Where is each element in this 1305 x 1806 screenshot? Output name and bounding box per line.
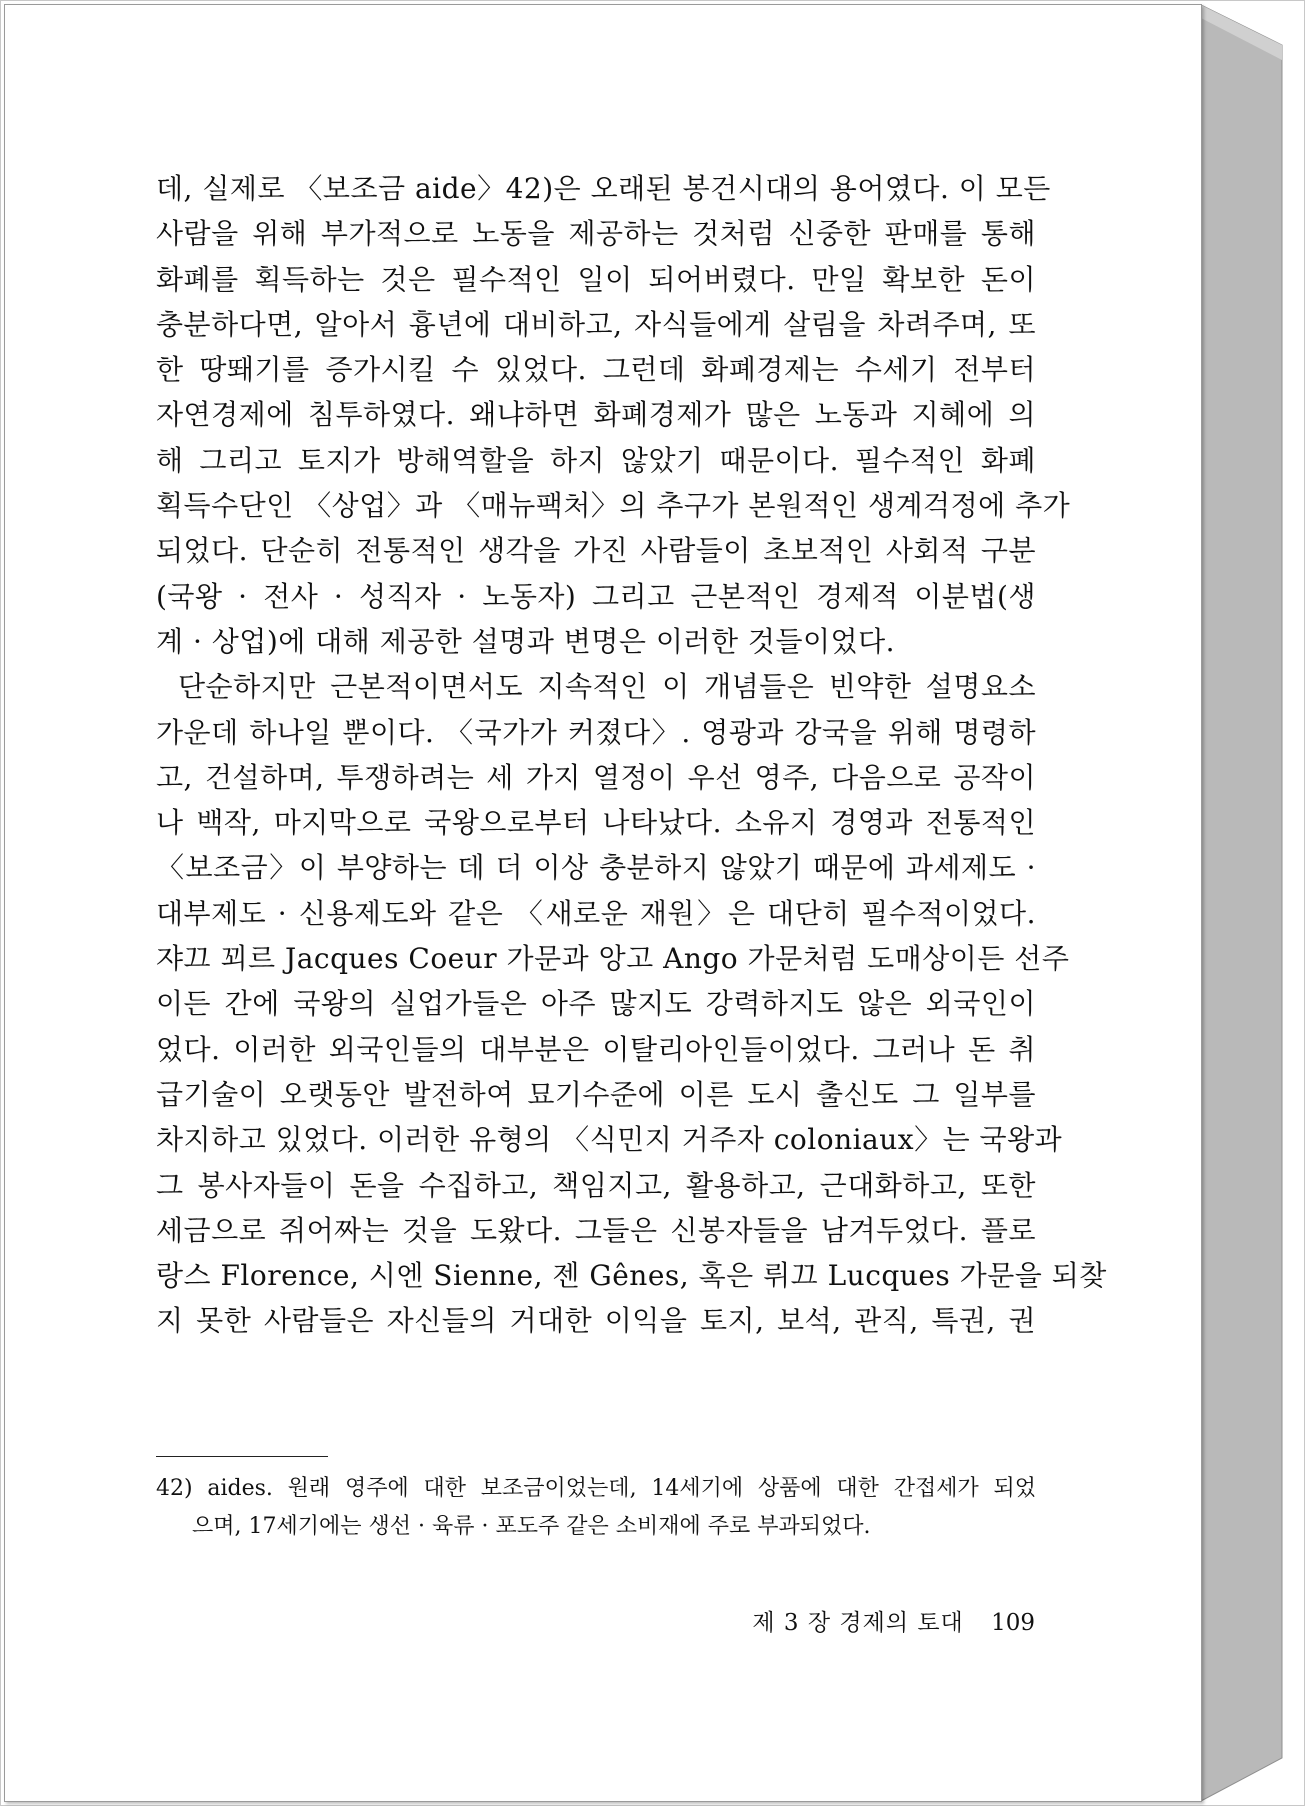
text-line: 고, 건설하며, 투쟁하려는 세 가지 열정이 우선 영주, 다음으로 공작이 [156,760,1036,794]
footnote-line: 42) aides. 원래 영주에 대한 보조금이었는데, 14세기에 상품에 대한 간접세가 되었 [156,1476,1036,1501]
text-line: 화폐를 획득하는 것은 필수적인 일이 되어버렸다. 만일 확보한 돈이 [156,262,1036,296]
text-line: 이든 간에 국왕의 실업가들은 아주 많지도 강력하지도 않은 외국인이 [156,987,1036,1021]
text-line: 차지하고 있었다. 이러한 유형의 〈식민지 거주자 coloniaux〉는 국왕과 [156,1123,1063,1157]
text-line: 지 못한 사람들은 자신들의 거대한 이익을 토지, 보석, 관직, 특권, 권 [156,1304,1036,1338]
body-text [156,166,1107,1344]
text-line: 세금으로 쥐어짜는 것을 도왔다. 그들은 신봉자들을 남겨두었다. 플로 [156,1213,1036,1247]
text-line: 계 · 상업)에 대해 제공한 설명과 변명은 이러한 것들이었다. [156,624,896,658]
chapter-title: 제 3 장 경제의 토대 [752,1610,964,1636]
footnote-divider [156,1456,328,1457]
text-line: 데, 실제로 〈보조금 aide〉42)은 오래된 봉건시대의 용어였다. 이 모든 [156,172,1051,205]
running-footer [752,1604,1035,1637]
text-line: 획득수단인 〈상업〉과 〈매뉴팩처〉의 추구가 본원적인 생계걱정에 추가 [156,489,1071,523]
page-number: 109 [991,1610,1035,1636]
footnote-line: 으며, 17세기에는 생선 · 육류 · 포도주 같은 소비재에 주로 부과되었다. [192,1514,871,1539]
text-line: 가운데 하나일 뿐이다. 〈국가가 커졌다〉. 영광과 강국을 위해 명령하 [156,715,1036,749]
text-line: 자연경제에 침투하였다. 왜냐하면 화폐경제가 많은 노동과 지혜에 의 [156,398,1036,432]
text-line: 한 땅뙈기를 증가시킬 수 있었다. 그런데 화폐경제는 수세기 전부터 [156,353,1036,387]
text-line: 급기술이 오랫동안 발전하여 묘기수준에 이른 도시 출신도 그 일부를 [156,1077,1036,1111]
text-line: 대부제도 · 신용제도와 같은 〈새로운 재원〉은 대단히 필수적이었다. [156,896,1036,930]
text-line: 나 백작, 마지막으로 국왕으로부터 나타났다. 소유지 경영과 전통적인 [156,806,1036,840]
text-line: (국왕 · 전사 · 성직자 · 노동자) 그리고 근본적인 경제적 이분법(생 [156,579,1036,613]
text-line: 랑스 Florence, 시엔 Sienne, 젠 Gênes, 혹은 뤼끄 Lucques 가문을 되찾 [156,1259,1107,1293]
text-line: 해 그리고 토지가 방해역할을 하지 않았기 때문이다. 필수적인 화폐 [156,443,1036,477]
text-line: 그 봉사자들이 돈을 수집하고, 책임지고, 활용하고, 근대화하고, 또한 [156,1168,1036,1202]
text-line: 사람을 위해 부가적으로 노동을 제공하는 것처럼 신중한 판매를 통해 [156,217,1036,251]
text-line: 충분하다면, 알아서 흉년에 대비하고, 자식들에게 살림을 차려주며, 또 [156,307,1036,341]
text-line: 되었다. 단순히 전통적인 생각을 가진 사람들이 초보적인 사회적 구분 [156,534,1036,568]
text-line: 단순하지만 근본적이면서도 지속적인 이 개념들은 빈약한 설명요소 [178,670,1036,704]
text-line: 〈보조금〉이 부양하는 데 더 이상 충분하지 않았기 때문에 과세제도 · [156,851,1036,885]
text-line: 쟈끄 꾀르 Jacques Coeur 가문과 앙고 Ango 가문처럼 도매상이든 선주 [156,942,1070,976]
text-line: 었다. 이러한 외국인들의 대부분은 이탈리아인들이었다. 그러나 돈 취 [156,1032,1036,1066]
footnote [156,1470,1036,1546]
